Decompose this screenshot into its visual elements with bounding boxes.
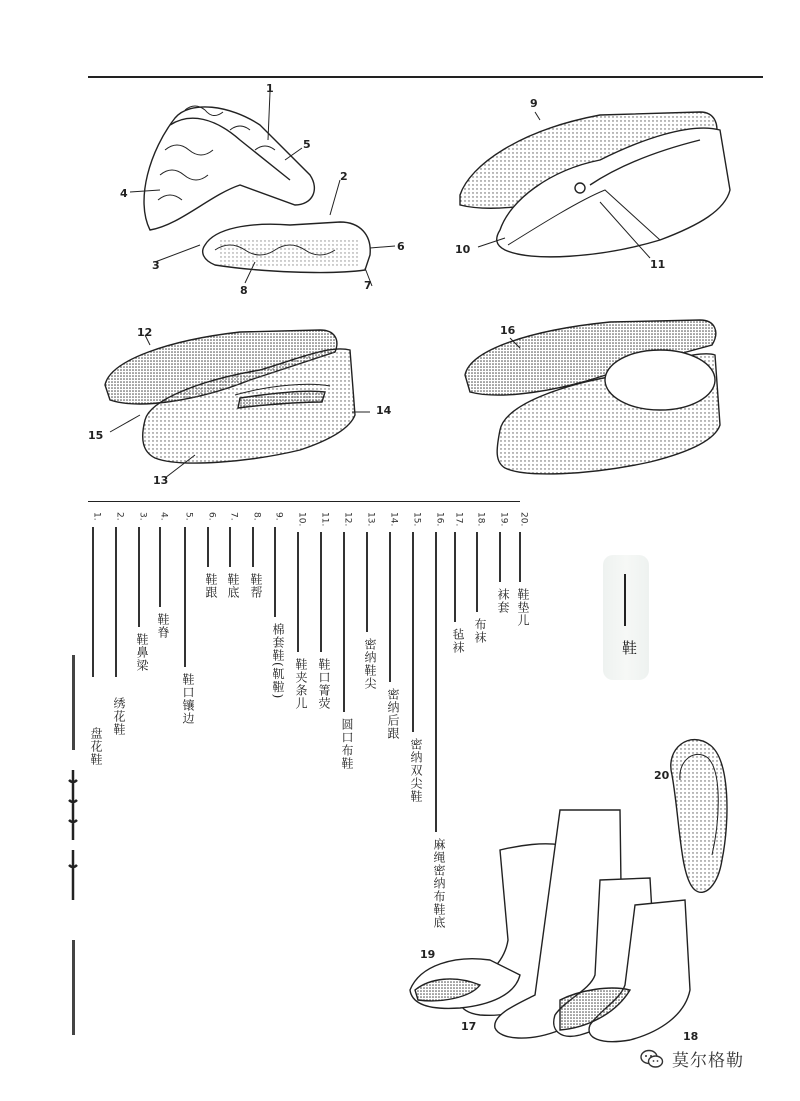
caption-7 — [225, 512, 242, 599]
caption-16 — [431, 512, 448, 929]
figure-number: 11 — [650, 258, 666, 271]
figure-number: 18 — [683, 1030, 699, 1043]
caption-text: 袜套 — [496, 588, 510, 615]
caption-text: 鞋帮 — [249, 572, 263, 599]
caption-11 — [316, 512, 333, 710]
caption-9 — [270, 512, 287, 699]
caption-text: 盘花鞋 — [89, 726, 103, 766]
caption-1 — [88, 512, 105, 766]
caption-text: 布袜 — [473, 618, 487, 645]
caption-5 — [180, 512, 197, 725]
caption-text: 鞋鼻梁 — [135, 632, 149, 672]
caption-3 — [134, 512, 151, 672]
cloth-shoe-9 — [460, 112, 730, 257]
figure-number: 20 — [654, 769, 670, 782]
caption-index: 5. — [183, 512, 194, 521]
figure-number: 12 — [137, 326, 153, 339]
caption-13 — [362, 512, 379, 690]
figure-number: 3 — [152, 259, 160, 272]
caption-14 — [385, 512, 402, 740]
caption-text: 密纳后跟 — [386, 688, 400, 741]
embroidered-shoe-1 — [144, 106, 314, 230]
caption-17 — [450, 512, 467, 654]
caption-2 — [111, 512, 128, 736]
caption-19 — [495, 512, 512, 614]
caption-18 — [472, 512, 489, 644]
section-title: 鞋 — [620, 640, 638, 655]
caption-text: 鞋脊 — [156, 612, 170, 639]
caption-index: 14. — [388, 512, 399, 527]
caption-index: 16. — [434, 512, 445, 527]
caption-text: 棉套鞋(靰鞡) — [271, 622, 285, 699]
caption-index: 20. — [518, 512, 529, 527]
figure-number: 10 — [455, 243, 471, 256]
caption-text: 密纳鞋尖 — [363, 638, 377, 691]
caption-index: 18. — [475, 512, 486, 527]
caption-4 — [155, 512, 172, 639]
caption-text: 鞋夹条儿 — [294, 658, 308, 711]
caption-index: 8. — [251, 512, 262, 521]
caption-10 — [293, 512, 310, 710]
caption-text: 圆口布鞋 — [340, 718, 354, 771]
caption-index: 3. — [137, 512, 148, 521]
caption-text: 绣花鞋 — [112, 696, 126, 736]
margin-bar-top — [72, 655, 75, 750]
figure-number: 15 — [88, 429, 104, 442]
caption-12 — [339, 512, 356, 770]
figure-number: 19 — [420, 948, 436, 961]
caption-20 — [515, 512, 532, 627]
socks-and-boots — [410, 810, 690, 1042]
caption-index: 1. — [91, 512, 102, 521]
insole-20 — [671, 740, 727, 893]
watermark-text: 莫尔格勒 — [672, 1051, 744, 1071]
caption-index: 2. — [114, 512, 125, 521]
caption-index: 9. — [273, 512, 284, 521]
figure-number: 8 — [240, 284, 248, 297]
caption-text: 鞋口镶边 — [181, 672, 195, 725]
mongolian-title-script — [624, 574, 632, 626]
caption-index: 13. — [365, 512, 376, 527]
caption-8 — [248, 512, 265, 599]
embroidered-shoe-2 — [203, 222, 371, 272]
caption-index: 6. — [206, 512, 217, 521]
caption-text: 密纳双尖鞋 — [409, 738, 423, 804]
caption-text: 鞋口箐荧 — [317, 658, 331, 711]
watermark — [640, 1046, 744, 1071]
figure-number: 4 — [120, 187, 128, 200]
figure-number: 6 — [397, 240, 405, 253]
figure-number: 17 — [461, 1020, 477, 1033]
stitched-shoe-12 — [105, 330, 355, 463]
margin-bar-bottom — [72, 940, 75, 1035]
stitched-shoe-16 — [465, 320, 720, 474]
figure-number: 13 — [153, 474, 169, 487]
margin-mongolian-script — [66, 770, 78, 900]
caption-index: 17. — [453, 512, 464, 527]
caption-text: 鞋底 — [226, 572, 240, 599]
caption-text: 麻绳密纳布鞋底 — [432, 838, 446, 930]
caption-text: 鞋垫儿 — [516, 588, 530, 628]
caption-15 — [408, 512, 425, 803]
figure-number: 5 — [303, 138, 311, 151]
figure-number: 9 — [530, 97, 538, 110]
figure-number: 2 — [340, 170, 348, 183]
caption-index: 7. — [228, 512, 239, 521]
figure-number: 14 — [376, 404, 392, 417]
wechat-icon — [640, 1049, 664, 1069]
caption-index: 15. — [411, 512, 422, 527]
figure-number: 1 — [266, 82, 274, 95]
caption-index: 12. — [342, 512, 353, 527]
caption-index: 11. — [319, 512, 330, 527]
caption-index: 10. — [296, 512, 307, 527]
caption-index: 4. — [158, 512, 169, 521]
caption-index: 19. — [498, 512, 509, 527]
caption-text: 鞋跟 — [204, 572, 218, 599]
caption-text: 毡袜 — [451, 628, 465, 655]
caption-6 — [203, 512, 220, 599]
figure-number: 7 — [364, 279, 372, 292]
figure-number: 16 — [500, 324, 516, 337]
